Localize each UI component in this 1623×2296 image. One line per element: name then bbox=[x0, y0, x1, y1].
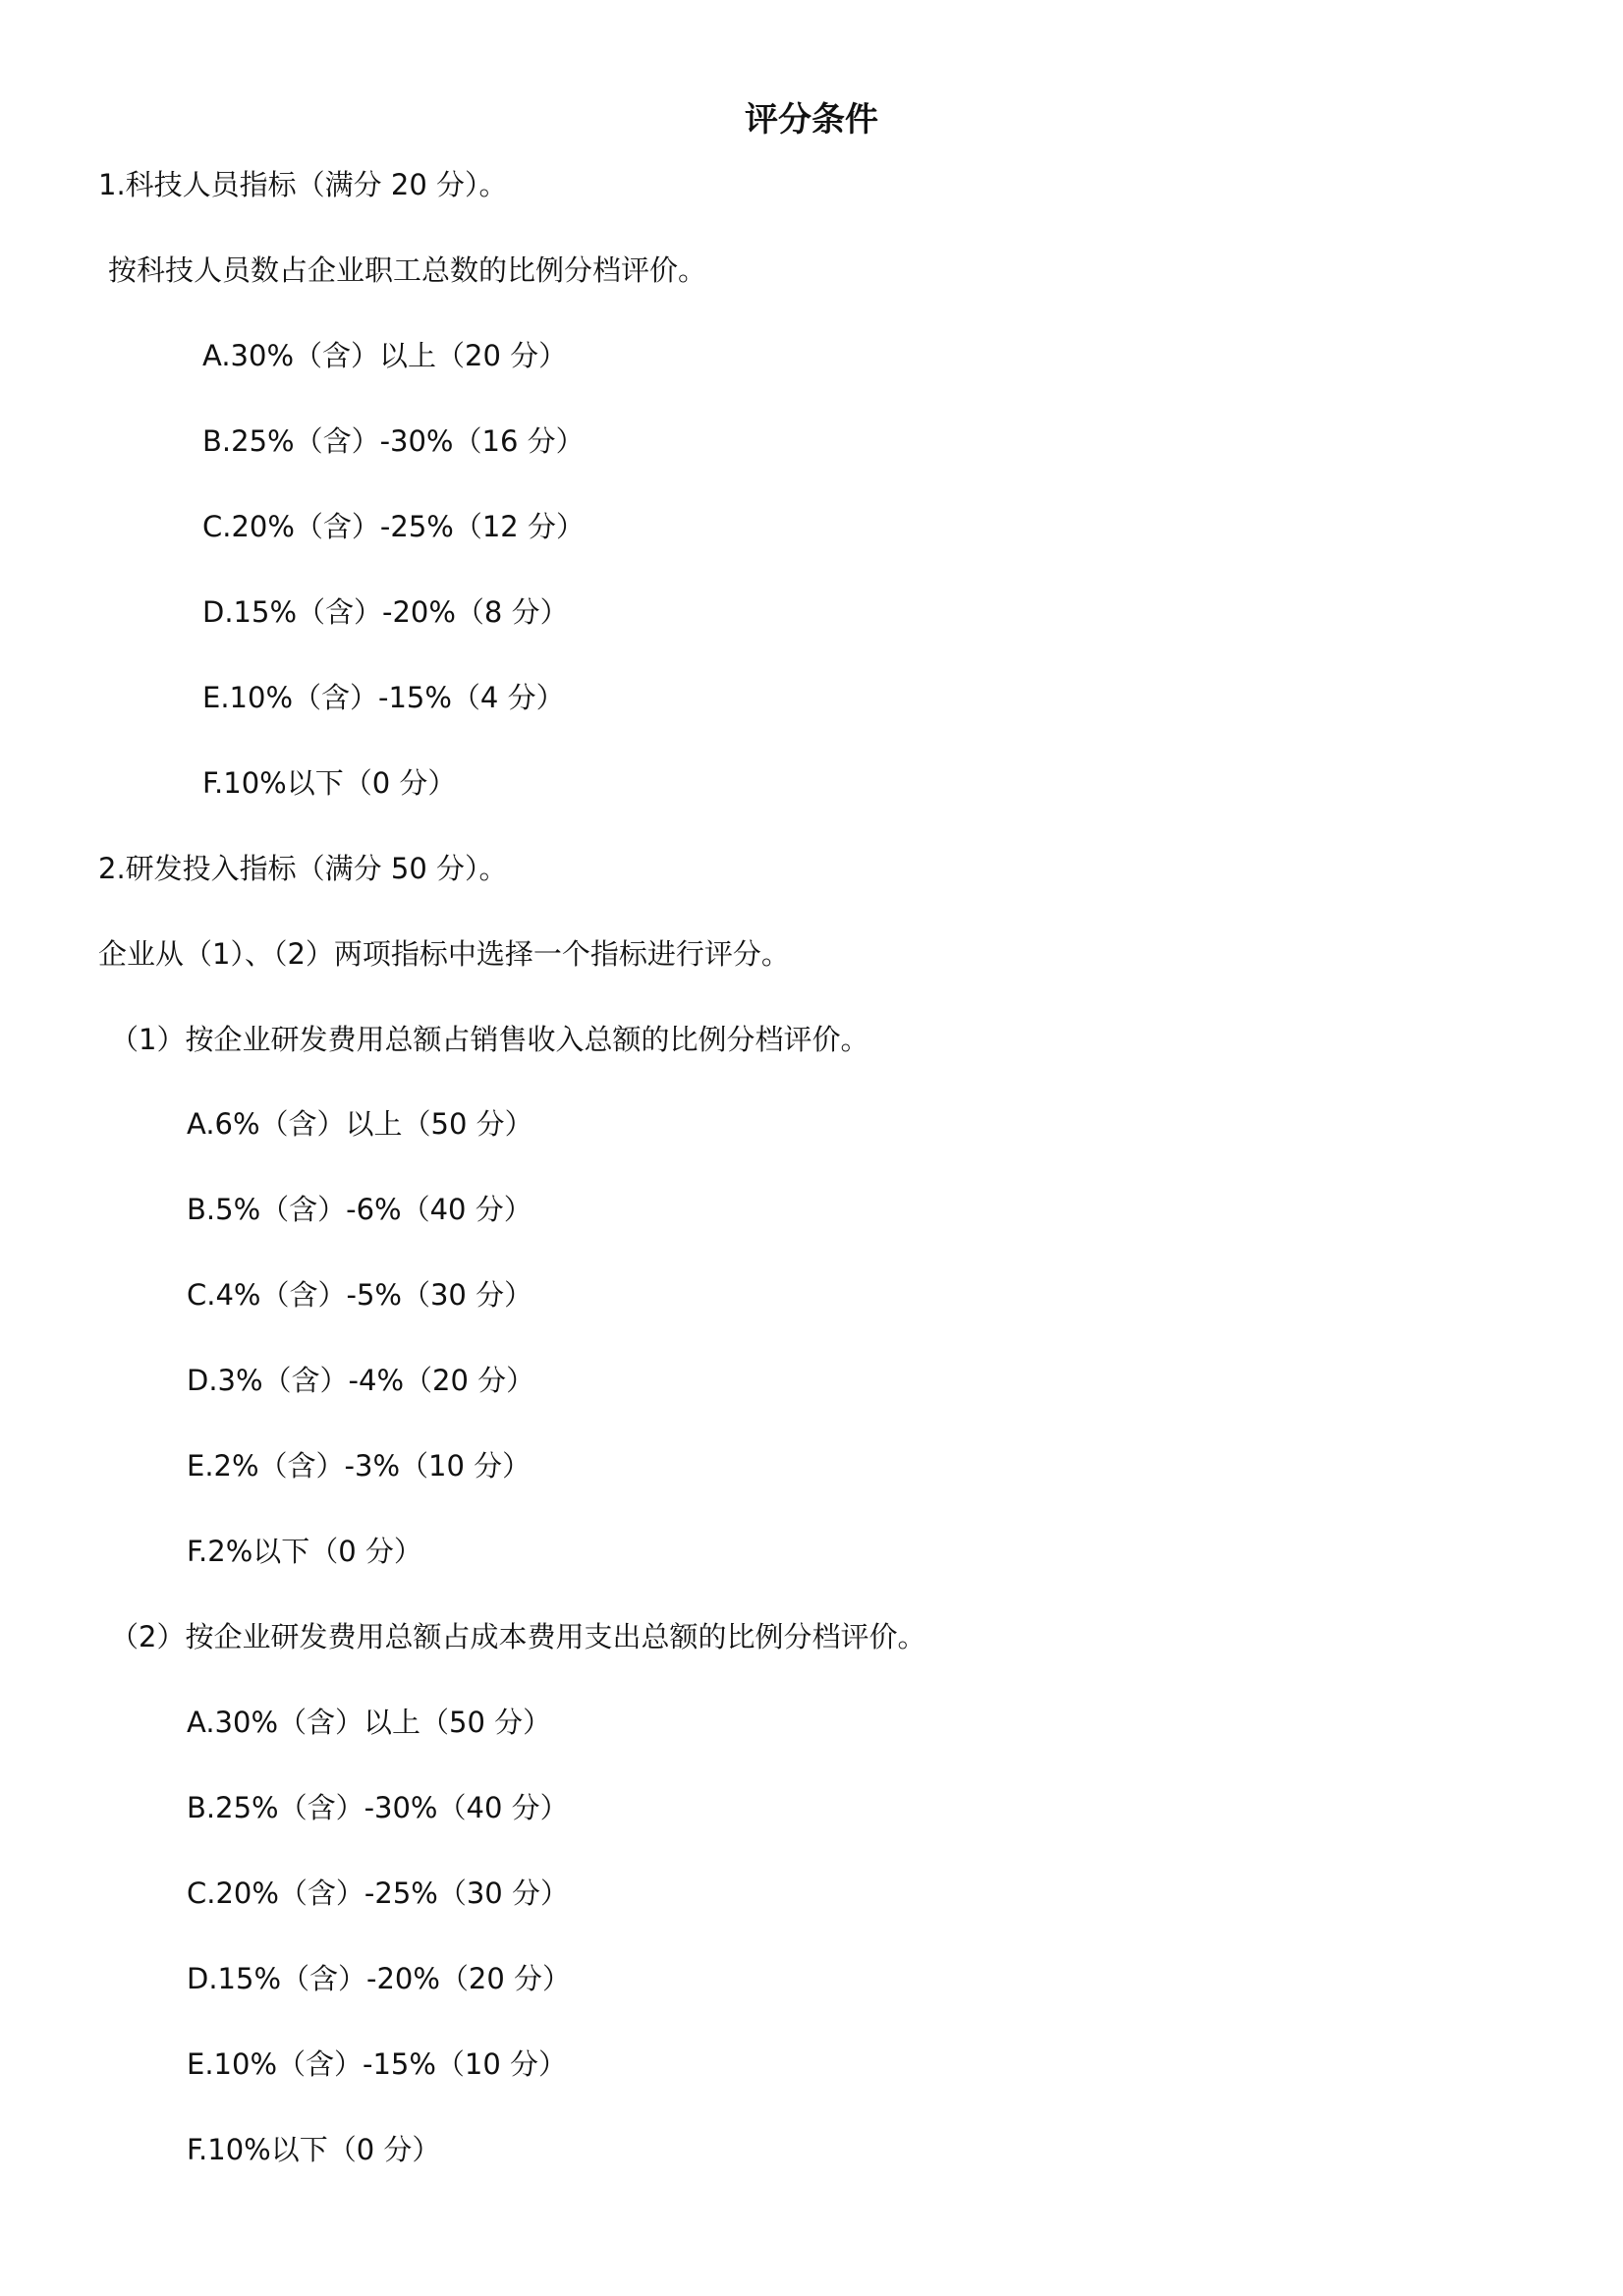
page-title: 评分条件 bbox=[745, 100, 878, 140]
sub1-option-b: B.5%（含）-6%（40 分） bbox=[187, 1193, 532, 1226]
section2-sub1-label: （1）按企业研发费用总额占销售收入总额的比例分档评价。 bbox=[110, 1023, 869, 1056]
section1-option-f: F.10%以下（0 分） bbox=[202, 766, 457, 800]
sub2-option-b: B.25%（含）-30%（40 分） bbox=[187, 1791, 569, 1824]
sub2-option-d: D.15%（含）-20%（20 分） bbox=[187, 1962, 572, 1995]
sub1-option-a: A.6%（含）以上（50 分） bbox=[187, 1107, 533, 1141]
sub1-option-d: D.3%（含）-4%（20 分） bbox=[187, 1364, 535, 1397]
section1-heading: 1.科技人员指标（满分 20 分）。 bbox=[98, 168, 508, 201]
sub2-option-a: A.30%（含）以上（50 分） bbox=[187, 1706, 552, 1739]
sub1-option-c: C.4%（含）-5%（30 分） bbox=[187, 1278, 533, 1312]
sub1-option-e: E.2%（含）-3%（10 分） bbox=[187, 1449, 532, 1483]
sub2-option-e: E.10%（含）-15%（10 分） bbox=[187, 2047, 568, 2081]
section1-option-e: E.10%（含）-15%（4 分） bbox=[202, 681, 565, 714]
section1-description: 按科技人员数占企业职工总数的比例分档评价。 bbox=[108, 253, 707, 287]
sub2-option-c: C.20%（含）-25%（30 分） bbox=[187, 1876, 569, 1910]
section2-sub2-label: （2）按企业研发费用总额占成本费用支出总额的比例分档评价。 bbox=[110, 1620, 926, 1653]
sub1-option-f: F.2%以下（0 分） bbox=[187, 1535, 422, 1568]
section1-option-b: B.25%（含）-30%（16 分） bbox=[202, 424, 585, 458]
section1-option-d: D.15%（含）-20%（8 分） bbox=[202, 595, 569, 629]
section2-heading: 2.研发投入指标（满分 50 分）。 bbox=[98, 852, 508, 885]
section2-intro: 企业从（1）、（2）两项指标中选择一个指标进行评分。 bbox=[98, 937, 790, 971]
sub2-option-f: F.10%以下（0 分） bbox=[187, 2133, 441, 2166]
section1-option-c: C.20%（含）-25%（12 分） bbox=[202, 510, 585, 543]
section1-option-a: A.30%（含）以上（20 分） bbox=[202, 339, 568, 372]
